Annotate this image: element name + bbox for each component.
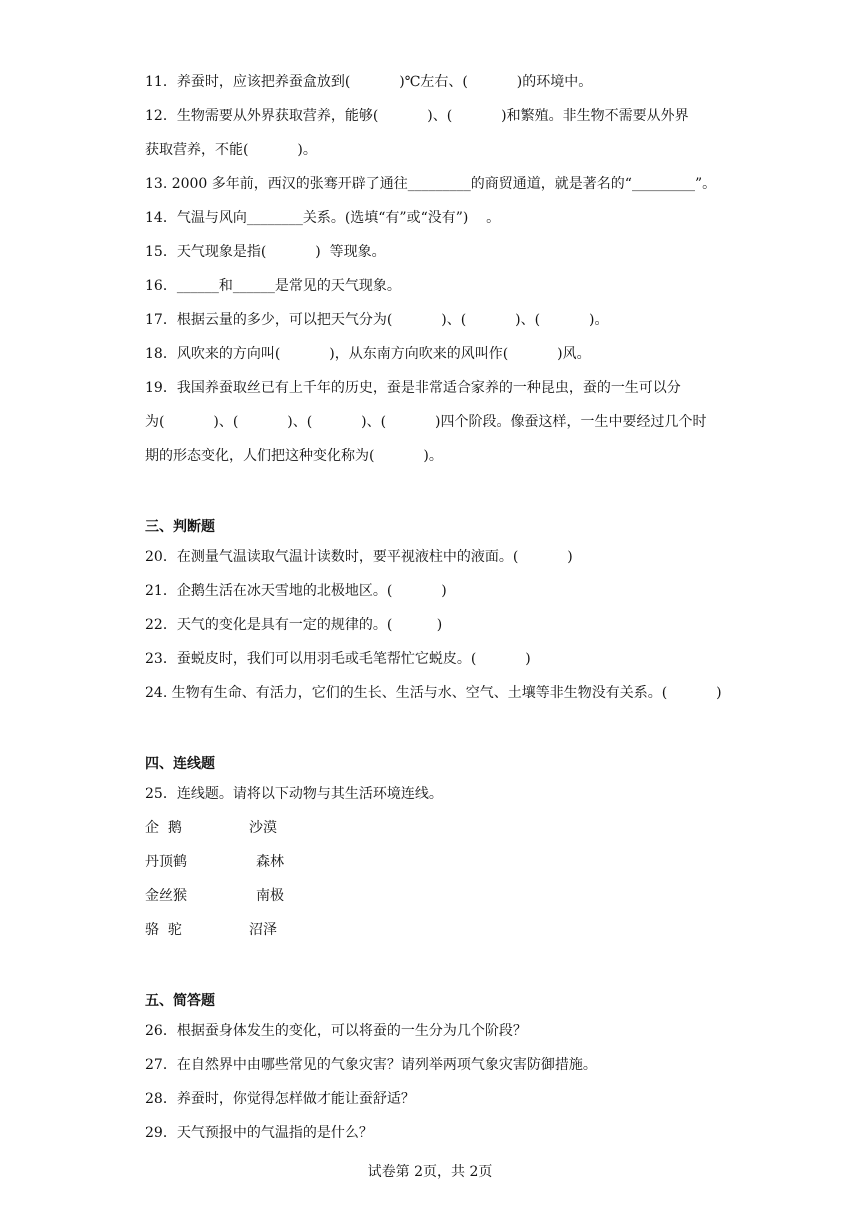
question-21: 21．企鹅生活在冰天雪地的北极地区。( ) xyxy=(145,583,447,599)
question-19-line-2: 为( )、( )、( )、( )四个阶段。像蚕这样，一生中要经过几个时 xyxy=(145,414,707,430)
question-13: 13. 2000 多年前，西汉的张骞开辟了通往_________的商贸通道，就是著名的“_________”。 xyxy=(145,176,717,192)
question-14: 14．气温与风向________关系。(选填“有”或“没有”) 。 xyxy=(145,210,501,226)
match-habitat: 南极 xyxy=(256,888,284,904)
match-habitat: 沼泽 xyxy=(249,922,277,938)
question-12-continued: 获取营养，不能( )。 xyxy=(145,142,317,158)
question-24: 24. 生物有生命、有活力，它们的生长、生活与水、空气、土壤等非生物没有关系。( ) xyxy=(145,685,722,701)
question-22: 22．天气的变化是具有一定的规律的。( ) xyxy=(145,617,443,633)
question-12: 12．生物需要从外界获取营养，能够( )、( )和繁殖。非生物不需要从外界 xyxy=(145,108,689,124)
page-footer: 试卷第 2页，共 2页 xyxy=(367,1164,493,1180)
question-17: 17．根据云量的多少，可以把天气分为( )、( )、( )。 xyxy=(145,312,609,328)
match-animal: 企 鹅 xyxy=(145,820,182,836)
question-18: 18．风吹来的方向叫( )，从东南方向吹来的风叫作( )风。 xyxy=(145,346,591,362)
question-26: 26．根据蚕身体发生的变化，可以将蚕的一生分为几个阶段？ xyxy=(145,1023,527,1039)
question-15: 15．天气现象是指( ) 等现象。 xyxy=(145,244,386,260)
section-title-short-answer: 五、简答题 xyxy=(145,993,215,1009)
question-27: 27．在自然界中由哪些常见的气象灾害？请列举两项气象灾害防御措施。 xyxy=(145,1057,597,1073)
question-23: 23．蚕蜕皮时，我们可以用羽毛或毛笔帮忙它蜕皮。( ) xyxy=(145,651,531,667)
question-20: 20．在测量气温读取气温计读数时，要平视液柱中的液面。( ) xyxy=(145,549,573,565)
question-25: 25．连线题。请将以下动物与其生活环境连线。 xyxy=(145,786,443,802)
question-28: 28．养蚕时，你觉得怎样做才能让蚕舒适？ xyxy=(145,1091,415,1107)
question-16: 16．______和______是常见的天气现象。 xyxy=(145,278,401,294)
question-19-line-3: 期的形态变化，人们把这种变化称为( )。 xyxy=(145,448,443,464)
question-11: 11．养蚕时，应该把养蚕盒放到( )℃左右、( )的环境中。 xyxy=(145,74,593,90)
question-29: 29．天气预报中的气温指的是什么？ xyxy=(145,1125,373,1141)
match-habitat: 沙漠 xyxy=(249,820,277,836)
section-title-matching: 四、连线题 xyxy=(145,756,215,772)
question-19: 19．我国养蚕取丝已有上千年的历史，蚕是非常适合家养的一种昆虫，蚕的一生可以分 xyxy=(145,380,681,396)
match-animal: 丹顶鹤 xyxy=(145,854,187,870)
match-animal: 金丝猴 xyxy=(145,888,187,904)
section-title-judgement: 三、判断题 xyxy=(145,519,215,535)
match-habitat: 森林 xyxy=(256,854,284,870)
match-animal: 骆 驼 xyxy=(145,922,182,938)
